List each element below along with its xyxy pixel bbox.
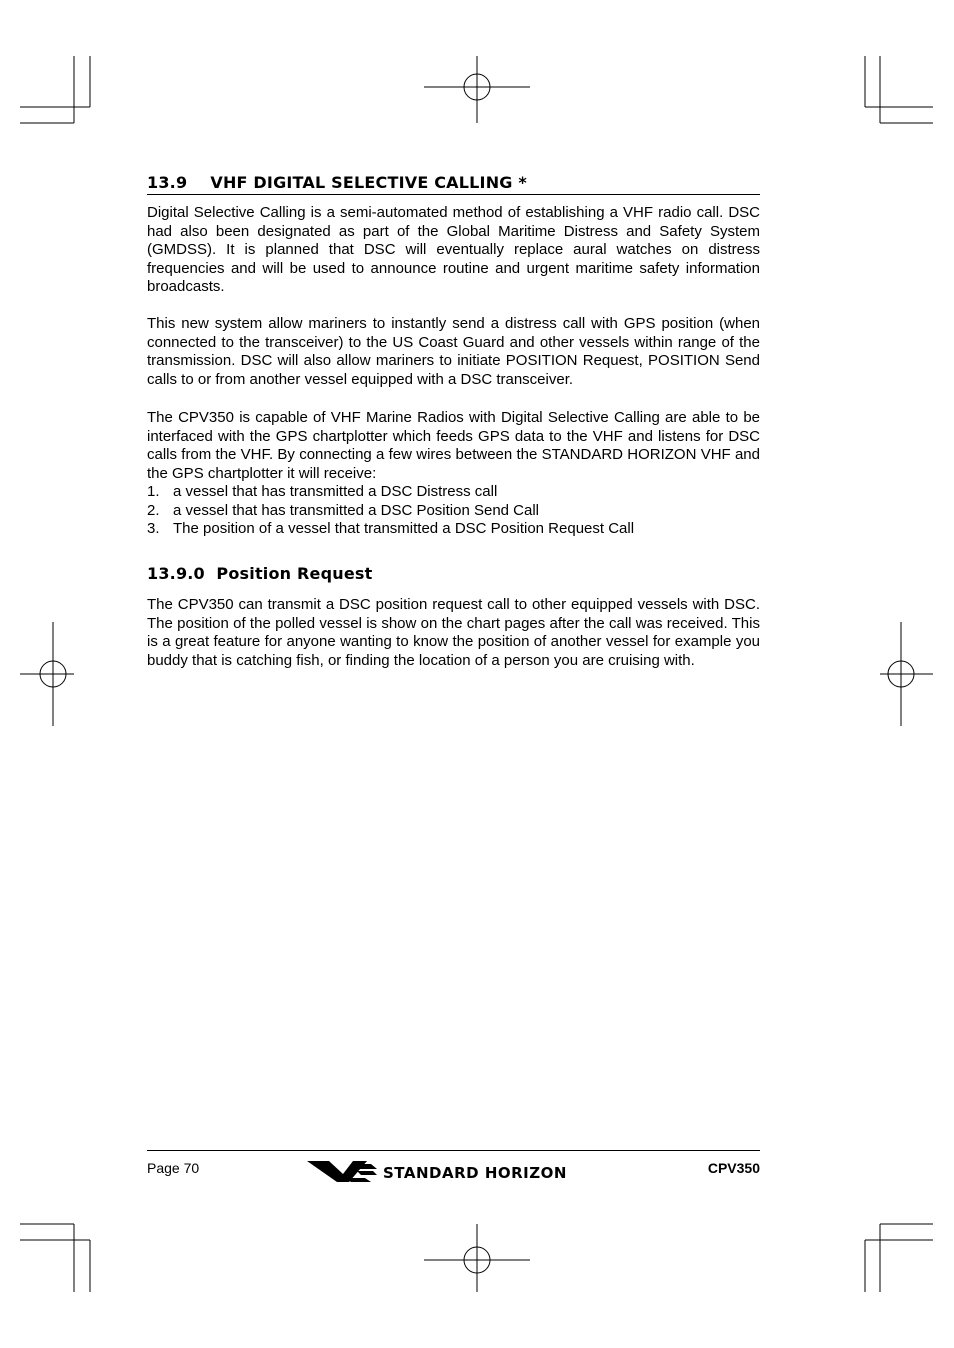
paragraph: This new system allow mariners to instantly send a distress call with GPS position (when connected to the transceiver) to the US Coast Guard and other vessels within range of the transmission. DSC will also allow mariners to initiate POSITION Request, POSITION Send calls to or from another vessel equipped with a DSC transceiver.	[147, 315, 760, 388]
numbered-list	[147, 483, 760, 539]
brand-logo	[307, 1158, 601, 1184]
paragraph: Digital Selective Calling is a semi-automated method of establishing a VHF radio call. DSC had also been designated as part of the Global Maritime Distress and Safety System (GMDSS). It is planned that DSC will eventually replace aural watches on distress frequencies and will be used to announce routine and urgent maritime safety information broadcasts.	[147, 204, 760, 296]
list-item	[147, 502, 760, 521]
list-text: The position of a vessel that transmitted a DSC Position Request Call	[173, 520, 635, 538]
list-number: 3.	[147, 520, 160, 538]
list-item	[147, 520, 760, 539]
subsection-heading: 13.9.0 Position Request	[147, 564, 373, 583]
brand-name: STANDARD HORIZON	[383, 1164, 567, 1182]
page-number: Page 70	[147, 1160, 200, 1176]
list-item	[147, 483, 760, 502]
section-heading: 13.9 VHF DIGITAL SELECTIVE CALLING *	[147, 173, 760, 195]
list-text: a vessel that has transmitted a DSC Position Send Call	[173, 501, 540, 519]
list-number: 2.	[147, 501, 160, 519]
model-name: CPV350	[707, 1160, 760, 1176]
paragraph: The CPV350 can transmit a DSC position request call to other equipped vessels with DSC. The position of the polled vessel is show on the chart pages after the call was received. This is a great feature for anyone wanting to know the position of another vessel for example you buddy that is catching fish, or finding the location of a person you are cruising with.	[147, 596, 760, 669]
paragraph: The CPV350 is capable of VHF Marine Radios with Digital Selective Calling are able to be interfaced with the GPS chartplotter which feeds GPS data to the VHF and listens for DSC calls from the VHF. By connecting a few wires between the STANDARD HORIZON VHF and the GPS chartplotter it will receive:	[147, 409, 760, 482]
list-text: a vessel that has transmitted a DSC Distress call	[173, 483, 498, 500]
footer-divider	[147, 1150, 760, 1151]
list-number: 1.	[147, 483, 160, 500]
